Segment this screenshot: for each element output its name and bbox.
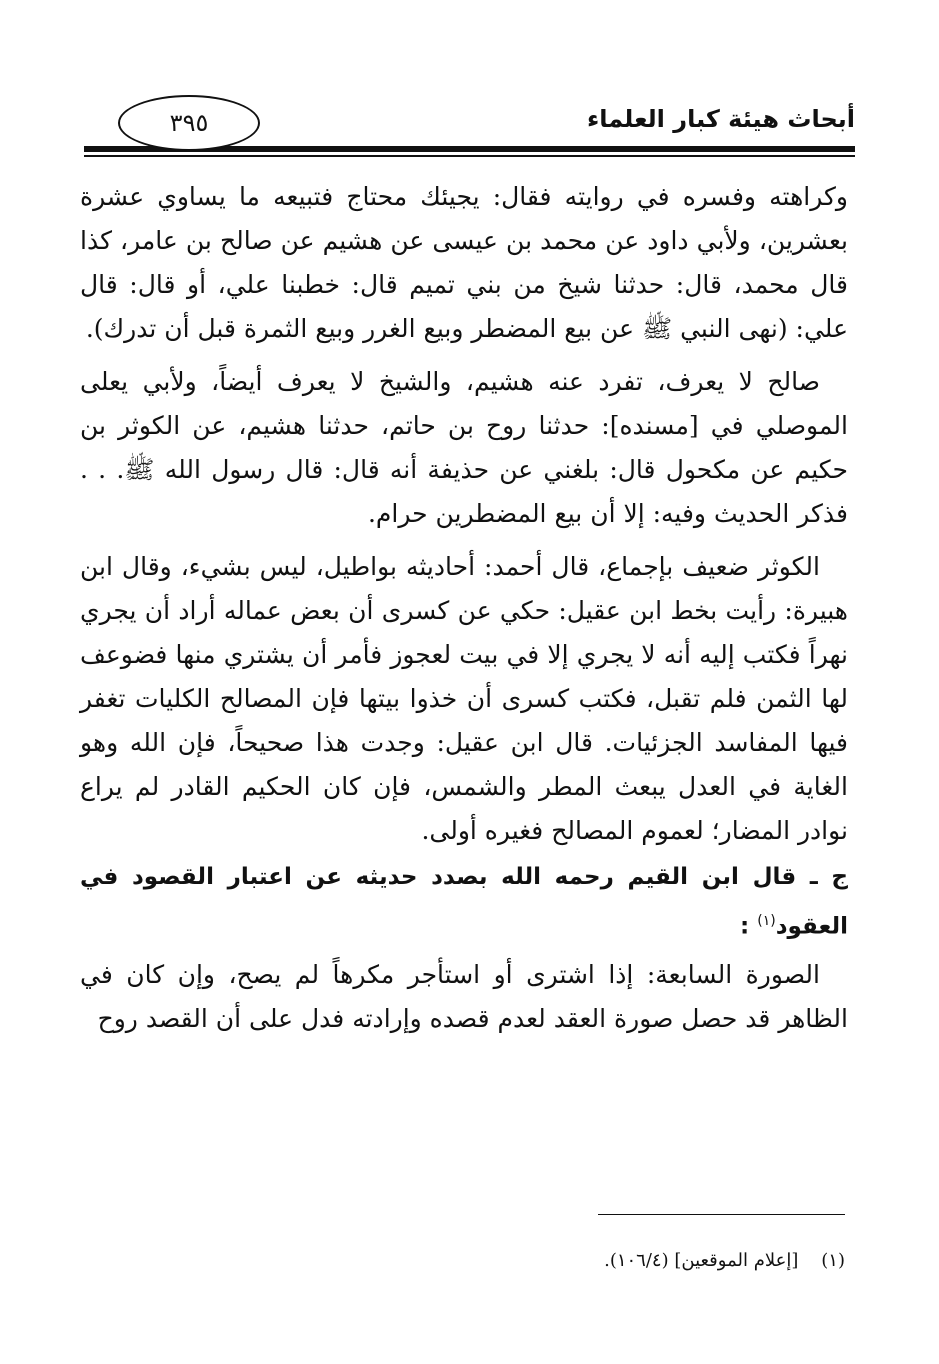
header-rule-thin [84, 155, 855, 157]
footnote-text: [إعلام الموقعين] (١٠٦/٤). [604, 1250, 799, 1271]
paragraph-2 [80, 360, 848, 536]
footnote-number: (١) [821, 1250, 845, 1271]
section-heading-text: ج ـ قال ابن القيم رحمه الله بصدد حديثه عن اعتبار القصود في العقود [80, 864, 848, 940]
paragraph-4-text: الصورة السابعة: إذا اشترى أو استأجر مكرهاً لم يصح، وإن كان في الظاهر قد حصل صورة العقد لعدم قصده وإرادته فدل على أن القصد روح [80, 959, 848, 1033]
paragraph-2-text: صالح لا يعرف، تفرد عنه هشيم، والشيخ لا يعرف أيضاً، ولأبي يعلى الموصلي في [مسنده]: حدثنا روح بن حاتم، حدثنا هشيم، عن الكوثر بن حكيم عن مكحول قال: بلغني عن حذيفة أنه قال: قال رسول الله ﷺ. . . فذكر الحديث وفيه: إلا أن بيع المضطرين حرام. [80, 367, 848, 528]
paragraph-3 [80, 545, 848, 853]
paragraph-4 [80, 953, 848, 1041]
paragraph-1: وكراهته وفسره في روايته فقال: يجيئك محتاج فتبيعه ما يساوي عشرة بعشرين، ولأبي داود عن محمد بن عيسى عن هشيم عن صالح بن عامر، كذا قال محمد، قال: حدثنا شيخ من بني تميم قال: خطبنا علي، أو قال: قال علي: (نهى النبي ﷺ عن بيع المضطر وبيع الغرر وبيع الثمرة قبل أن تدرك). [80, 182, 848, 343]
body-text [80, 175, 848, 1041]
footnote [604, 1250, 845, 1271]
footnote-reference[interactable]: (١) [757, 913, 776, 929]
section-heading [80, 855, 848, 949]
page-number: ٣٩٥ [118, 95, 260, 151]
paragraph-3-text: الكوثر ضعيف بإجماع، قال أحمد: أحاديثه بواطيل، ليس بشيء، وقال ابن هبيرة: رأيت بخط ابن عقيل: حكي عن كسرى أن بعض عماله أراد أن يجري نهراً فكتب إليه أنه لا يجري إلا في بيت لعجوز فأمر أن يشتري منها فضوعف لها الثمن فلم تقبل، فكتب كسرى أن خذوا بيتها فإن المصالح الكليات تغفر فيها المفاسد الجزئيات. قال ابن عقيل: وجدت هذا صحيحاً، فإن الله وهو الغاية في العدل يبعث المطر والشمس، فإن كان الحكيم القادر لم يراع نوادر المضار؛ لعموم المصالح فغيره أولى. [80, 552, 848, 845]
page-header [70, 95, 855, 165]
running-title: أبحاث هيئة كبار العلماء [586, 105, 855, 133]
footnote-separator [598, 1214, 845, 1215]
section-heading-colon: : [740, 913, 750, 940]
